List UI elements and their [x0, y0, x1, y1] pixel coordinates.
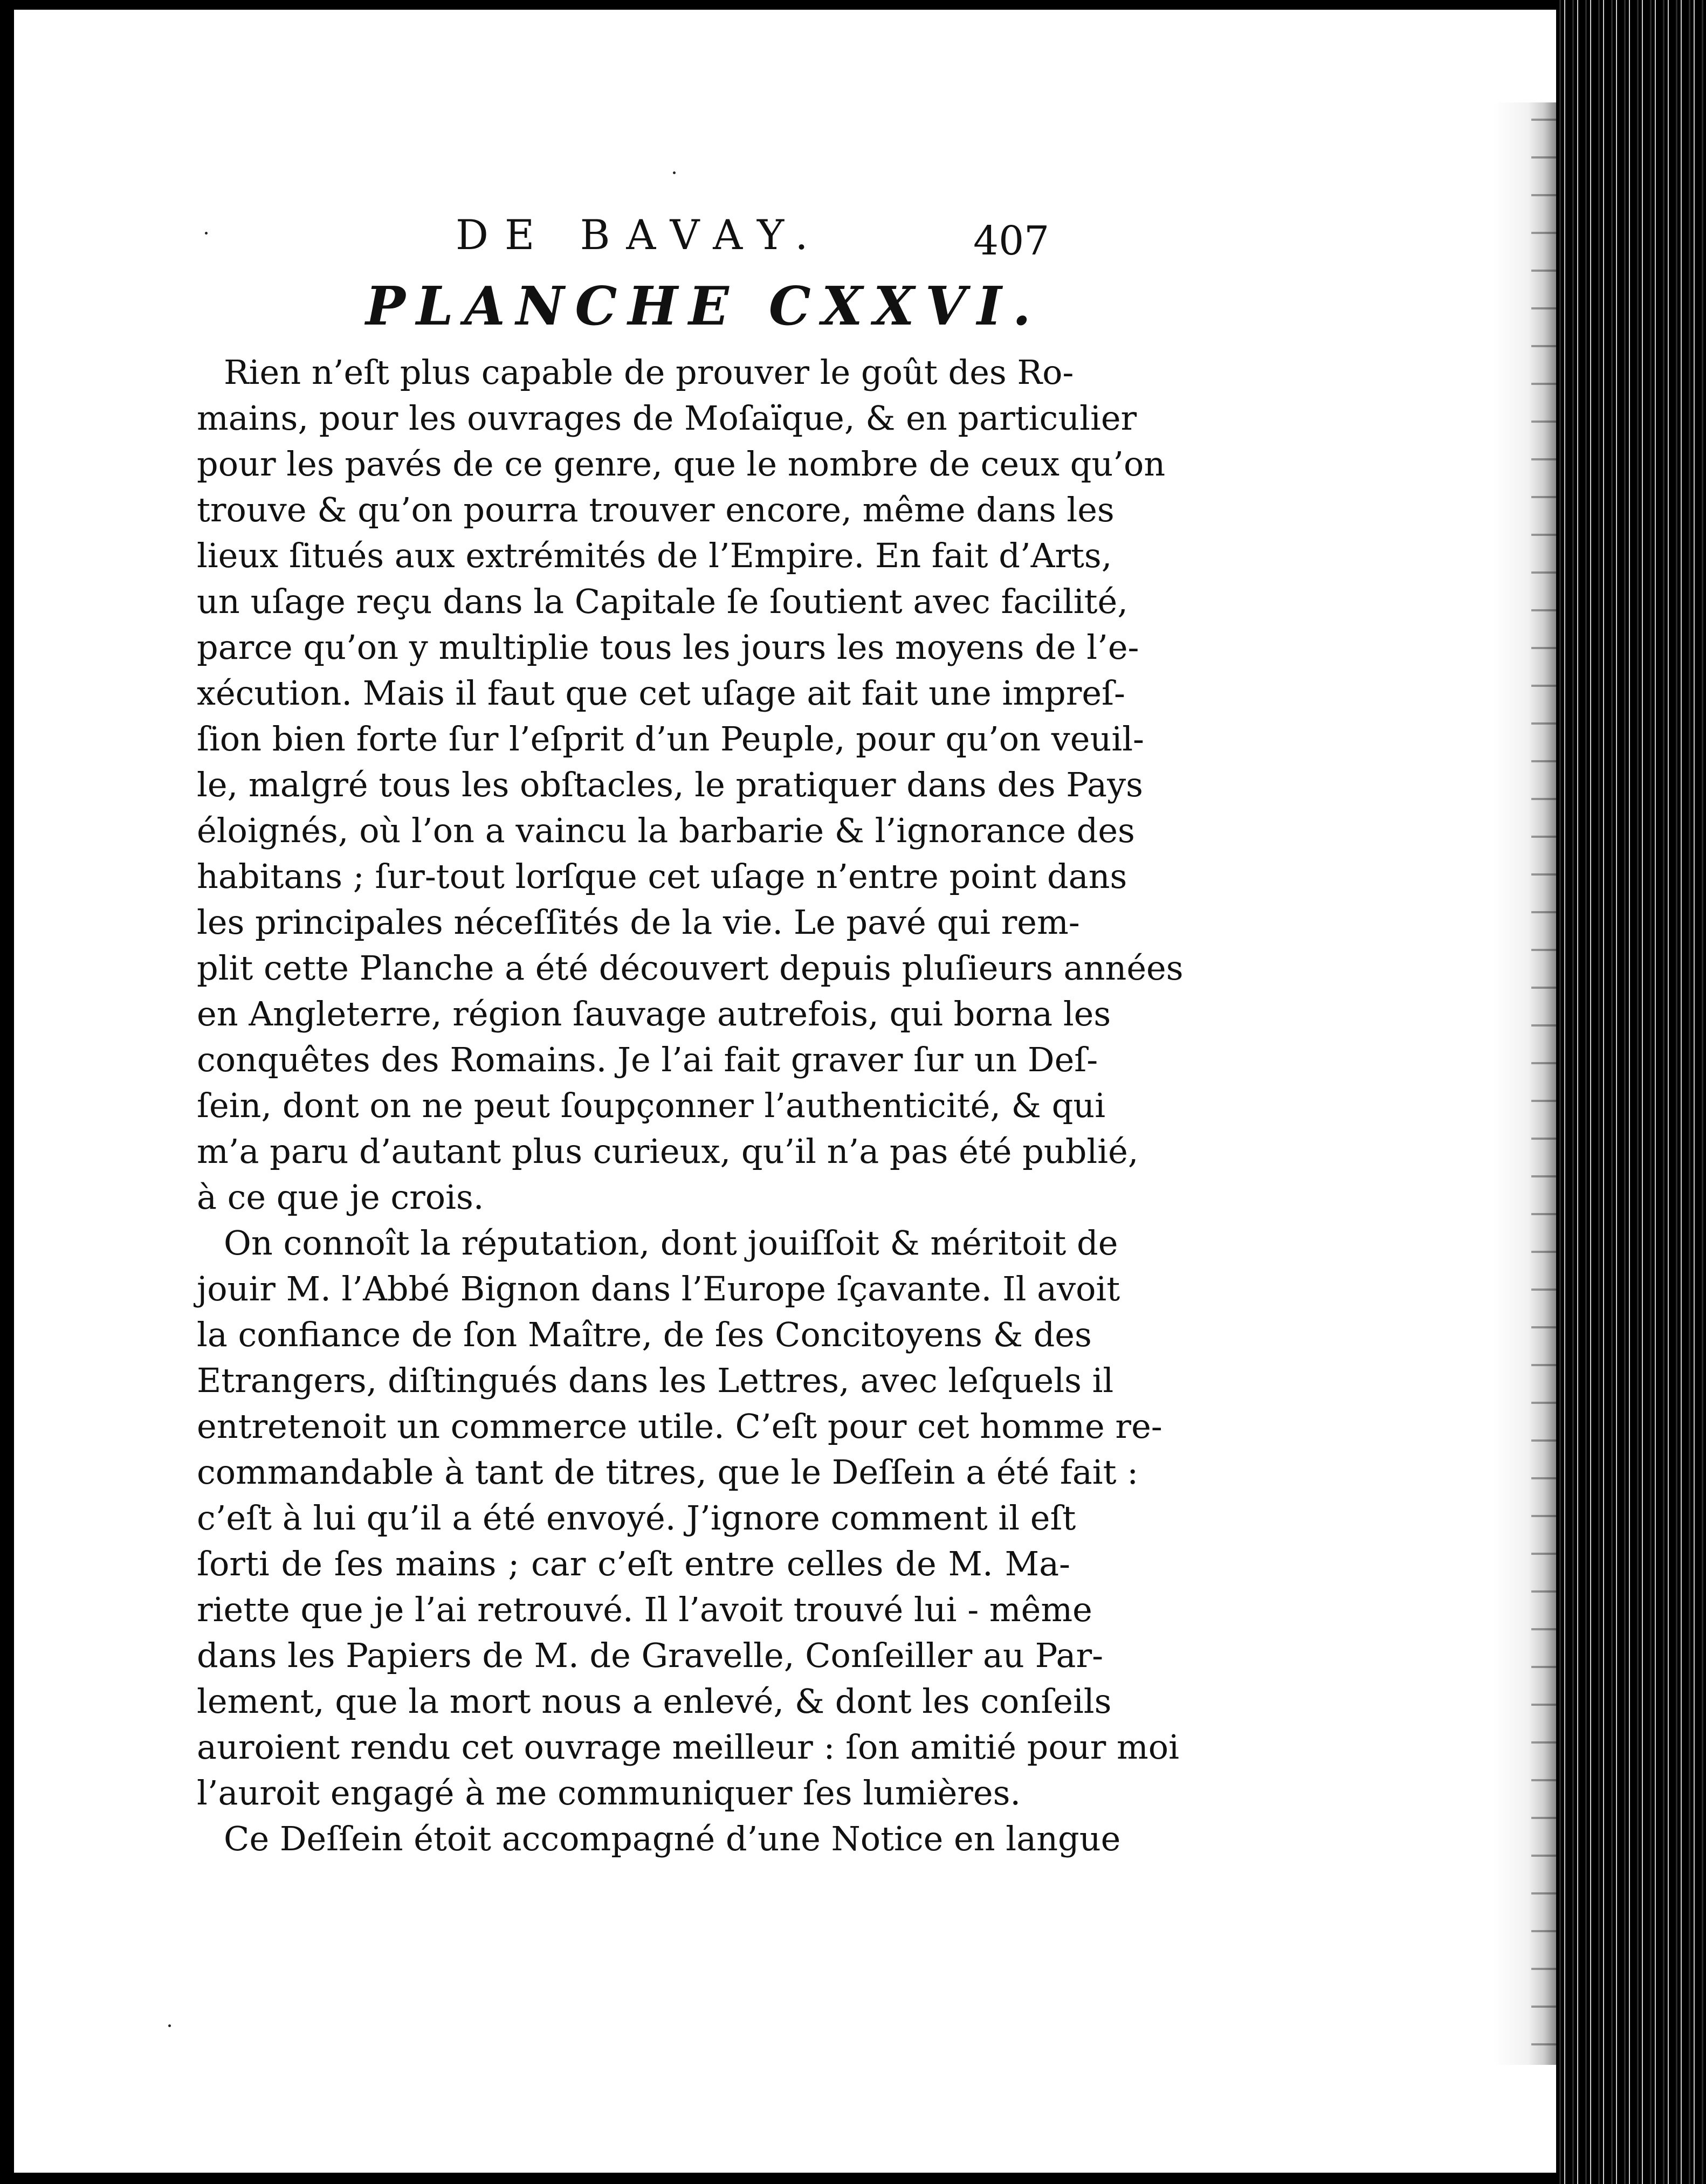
- text-line: dans les Papiers de M. de Gravelle, Conſeiller au Par-: [197, 1636, 1104, 1675]
- text-line: éloignés, où l’on a vaincu la barbarie & l’ignorance des: [197, 811, 1135, 850]
- text-line: lieux ſitués aux extrémités de l’Empire. En fait d’Arts,: [197, 536, 1112, 575]
- ink-speck: [673, 171, 676, 174]
- ink-speck: [205, 232, 208, 235]
- text-line: m’a paru d’autant plus curieux, qu’il n’a pas été publié,: [197, 1132, 1139, 1171]
- paragraph-2: [197, 1220, 1179, 1816]
- text-line: ſorti de ſes mains ; car c’eſt entre celles de M. Ma-: [197, 1544, 1070, 1583]
- text-line: l’auroit engagé à me communiquer ſes lumières.: [197, 1773, 1021, 1813]
- text-line: Etrangers, diſtingués dans les Lettres, avec leſquels il: [197, 1361, 1114, 1400]
- text-line: ſion bien forte ſur l’eſprit d’un Peuple, pour qu’on veuil-: [197, 719, 1144, 759]
- text-line: à ce que je crois.: [197, 1177, 484, 1217]
- text-line: la confiance de ſon Maître, de ſes Concitoyens & des: [197, 1315, 1092, 1354]
- text-line: jouir M. l’Abbé Bignon dans l’Europe ſçavante. Il avoit: [197, 1269, 1120, 1308]
- text-line: Ce Deſſein étoit accompagné d’une Notice en langue: [224, 1819, 1121, 1858]
- text-line: parce qu’on y multiplie tous les jours les moyens de l’e-: [197, 628, 1139, 667]
- text-line: ſein, dont on ne peut ſoupçonner l’authenticité, & qui: [197, 1086, 1106, 1125]
- text-line: Rien n’eſt plus capable de prouver le goût des Ro-: [224, 353, 1074, 392]
- text-line: c’eſt à lui qu’il a été envoyé. J’ignore comment il eſt: [197, 1498, 1076, 1538]
- ink-speck: [168, 2024, 171, 2027]
- text-line: les principales néceſſités de la vie. Le pavé qui rem-: [197, 902, 1080, 942]
- text-line: commandable à tant de titres, que le Deſſein a été fait :: [197, 1452, 1139, 1492]
- running-head: DE BAVAY.: [456, 211, 824, 259]
- text-line: riette que je l’ai retrouvé. Il l’avoit trouvé lui - même: [197, 1590, 1092, 1629]
- text-line: trouve & qu’on pourra trouver encore, même dans les: [197, 490, 1115, 529]
- text-line: plit cette Planche a été découvert depuis pluſieurs années: [197, 948, 1184, 988]
- text-line: en Angleterre, région ſauvage autrefois, qui borna les: [197, 994, 1111, 1034]
- page-number: 407: [973, 218, 1050, 264]
- text-line: un uſage reçu dans la Capitale ſe ſoutient avec facilité,: [197, 582, 1128, 621]
- paragraph-3: [197, 1816, 1121, 1862]
- paragraph-1: [197, 349, 1184, 1220]
- text-line: le, malgré tous les obſtacles, le pratiquer dans des Pays: [197, 765, 1143, 804]
- page-edge-texture: [1531, 102, 1556, 2065]
- text-line: habitans ; ſur-tout lorſque cet uſage n’entre point dans: [197, 857, 1127, 896]
- plate-title: PLANCHE CXXVI.: [366, 275, 1042, 337]
- body-text: [197, 349, 1184, 1862]
- text-line: pour les pavés de ce genre, que le nombre de ceux qu’on: [197, 444, 1166, 484]
- text-line: lement, que la mort nous a enlevé, & dont les conſeils: [197, 1682, 1112, 1721]
- text-line: xécution. Mais il faut que cet uſage ait fait une impreſ-: [197, 673, 1125, 713]
- text-line: auroient rendu cet ouvrage meilleur : ſon amitié pour moi: [197, 1727, 1179, 1767]
- text-line: On connoît la réputation, dont jouiſſoit & méritoit de: [224, 1223, 1118, 1263]
- book-binding-edge: [1556, 0, 1706, 2184]
- text-line: mains, pour les ouvrages de Moſaïque, & en particulier: [197, 398, 1137, 438]
- text-line: entretenoit un commerce utile. C’eſt pour cet homme re-: [197, 1407, 1162, 1446]
- text-line: conquêtes des Romains. Je l’ai fait graver ſur un Deſ-: [197, 1040, 1098, 1079]
